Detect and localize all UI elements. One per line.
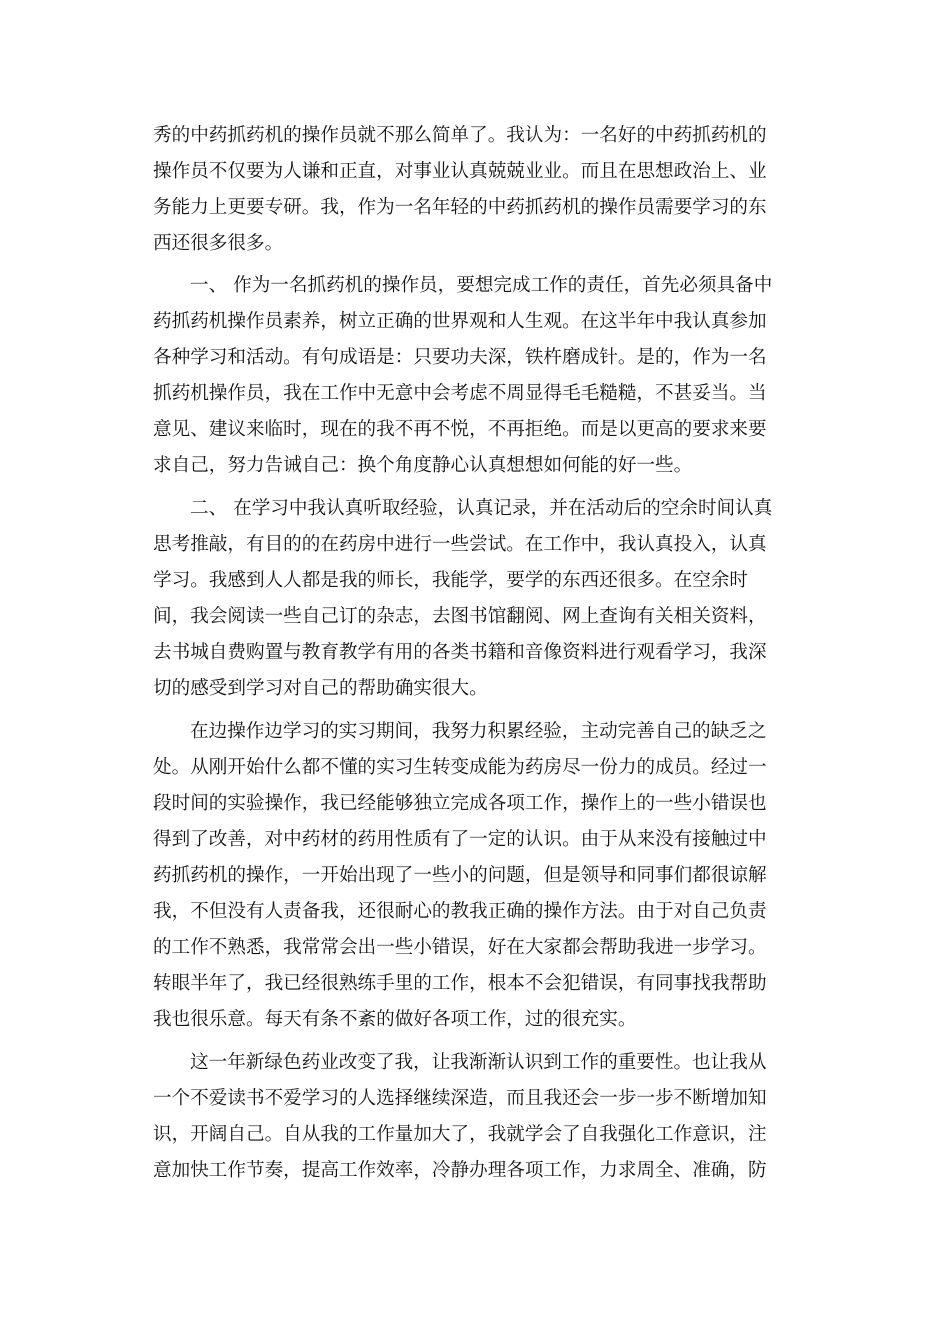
- text-line: 务能力上更要专研。我，作为一名年轻的中药抓药机的操作员需要学习的东: [153, 197, 767, 218]
- text-line: 的工作不熟悉，我常常会出一些小错误，好在大家都会帮助我进一步学习。: [153, 937, 767, 958]
- text-line: 段时间的实验操作，我已经能够独立完成各项工作，操作上的一些小错误也: [153, 793, 767, 814]
- paragraph-first-line: 二、 在学习中我认真听取经验，认真记录，并在活动后的空余时间认真: [190, 498, 773, 519]
- text-line: 抓药机操作员，我在工作中无意中会考虑不周显得毛毛糙糙，不甚妥当。当: [153, 383, 767, 404]
- paragraph-first-line: 这一年新绿色药业改变了我，让我渐渐认识到工作的重要性。也让我从: [190, 1052, 767, 1073]
- text-line: 西还很多很多。: [153, 233, 284, 254]
- text-line: 秀的中药抓药机的操作员就不那么简单了。我认为：一名好的中药抓药机的: [153, 125, 767, 146]
- text-line: 意见、建议来临时，现在的我不再不悦，不再拒绝。而是以更高的要求来要: [153, 419, 767, 440]
- text-line: 切的感受到学习对自己的帮助确实很大。: [153, 678, 488, 699]
- paragraph-first-line: 一、 作为一名抓药机的操作员，要想完成工作的责任，首先必须具备中: [190, 275, 773, 296]
- text-line: 我也很乐意。每天有条不紊的做好各项工作，过的很充实。: [153, 1009, 637, 1030]
- text-line: 一个不爱读书不爱学习的人选择继续深造，而且我还会一步一步不断增加知: [153, 1088, 767, 1109]
- text-line: 间，我会阅读一些自己订的杂志，去图书馆翻阅、网上查询有关相关资料，: [153, 606, 767, 627]
- text-line: 各种学习和活动。有句成语是：只要功夫深，铁杵磨成针。是的，作为一名: [153, 347, 767, 368]
- text-line: 意加快工作节奏，提高工作效率，冷静办理各项工作，力求周全、准确，防: [153, 1160, 767, 1181]
- paragraph-first-line: 在边操作边学习的实习期间，我努力积累经验，主动完善自己的缺乏之: [190, 721, 767, 742]
- text-line: 得到了改善，对中药材的药用性质有了一定的认识。由于从来没有接触过中: [153, 829, 767, 850]
- text-line: 去书城自费购置与教育教学有用的各类书籍和音像资料进行观看学习，我深: [153, 642, 767, 663]
- text-line: 药抓药机的操作，一开始出现了一些小的问题，但是领导和同事们都很谅解: [153, 865, 767, 886]
- text-line: 处。从刚开始什么都不懂的实习生转变成能为药房尽一份力的成员。经过一: [153, 757, 767, 778]
- text-line: 求自己，努力告诫自己：换个角度静心认真想想如何能的好一些。: [153, 455, 693, 476]
- text-line: 药抓药机操作员素养，树立正确的世界观和人生观。在这半年中我认真参加: [153, 311, 767, 332]
- text-line: 识，开阔自己。自从我的工作量加大了，我就学会了自我强化工作意识，注: [153, 1124, 767, 1145]
- text-line: 操作员不仅要为人谦和正直，对事业认真兢兢业业。而且在思想政治上、业: [153, 161, 767, 182]
- text-line: 我，不但没有人责备我，还很耐心的教我正确的操作方法。由于对自己负责: [153, 901, 767, 922]
- text-line: 转眼半年了，我已经很熟练手里的工作，根本不会犯错误，有同事找我帮助: [153, 973, 767, 994]
- text-line: 学习。我感到人人都是我的师长，我能学，要学的东西还很多。在空余时: [153, 570, 749, 591]
- text-line: 思考推敲，有目的的在药房中进行一些尝试。在工作中，我认真投入，认真: [153, 534, 767, 555]
